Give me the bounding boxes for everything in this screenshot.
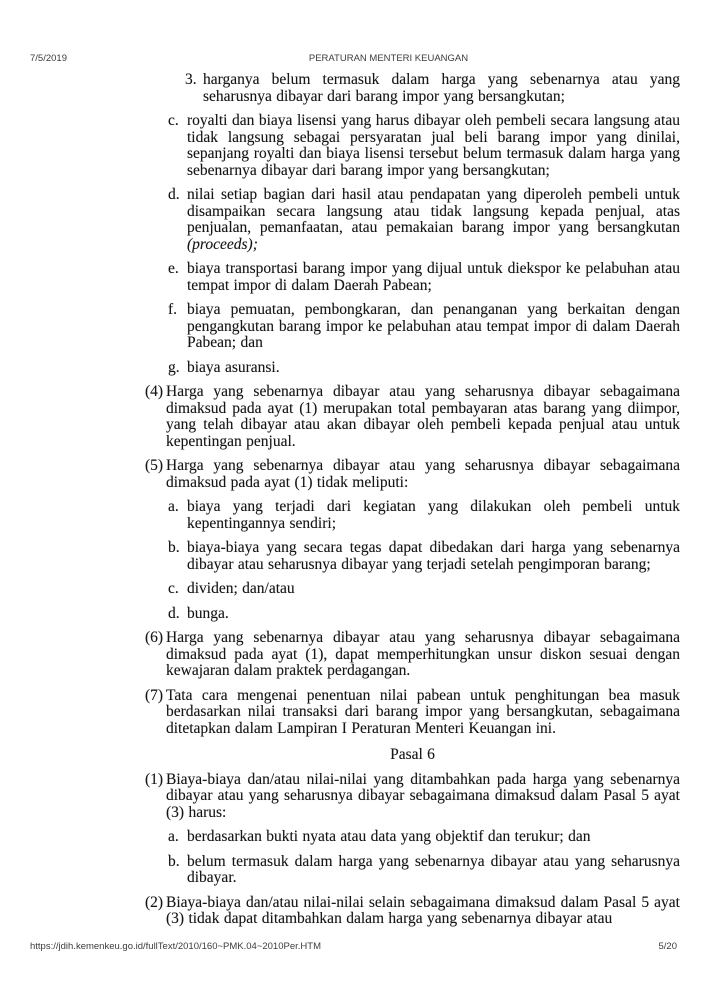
item-marker: (6) — [145, 629, 164, 646]
item-text: harganya belum termasuk dalam harga yang sebenarnya atau yang seharusnya dibayar dari barang impor yang bersangkutan; — [203, 71, 680, 105]
item-marker: 3. — [185, 71, 197, 88]
item-marker: (2) — [145, 893, 164, 911]
item-marker: b. — [168, 852, 180, 870]
list-item — [145, 581, 680, 598]
list-item — [145, 606, 680, 623]
section-heading-text: Pasal 6 — [390, 746, 435, 763]
item-marker: b. — [168, 539, 180, 556]
item-marker: a. — [168, 498, 179, 515]
list-item — [145, 854, 680, 887]
item-marker: e. — [168, 260, 179, 277]
item-text: biaya pemuatan, pembongkaran, dan penanganan yang berkaitan dengan pengangkutan barang impor ke pelabuhan atau tempat impor di dalam Daerah Pabean; dan — [187, 301, 680, 351]
item-marker: (5) — [145, 457, 164, 474]
item-marker: (4) — [145, 383, 164, 400]
item-marker: g. — [168, 358, 180, 376]
item-text: Harga yang sebenarnya dibayar atau yang seharusnya dibayar sebagaimana dimaksud pada ayat (1), dapat memperhitungkan unsur diskon sesuai dengan kewajaran dalam praktek perdagangan. — [166, 629, 680, 679]
list-item — [145, 384, 680, 450]
item-marker: a. — [168, 828, 179, 845]
list-item — [145, 895, 680, 928]
print-header-date: 7/5/2019 — [30, 53, 67, 64]
item-marker: f. — [168, 301, 178, 318]
list-item — [145, 113, 680, 179]
item-text: dividen; dan/atau — [187, 580, 295, 597]
item-marker: d. — [168, 604, 180, 622]
list-item — [145, 360, 680, 377]
item-text: biaya transportasi barang impor yang dijual untuk diekspor ke pelabuhan atau tempat impor di dalam Daerah Pabean; — [187, 260, 680, 294]
list-item — [145, 688, 680, 738]
list-item — [145, 302, 680, 352]
list-item — [145, 540, 680, 573]
item-text: biaya yang terjadi dari kegiatan yang dilakukan oleh pembeli untuk kepentingannya sendiri; — [187, 498, 680, 532]
list-item — [145, 458, 680, 491]
item-text: nilai setiap bagian dari hasil atau pendapatan yang diperoleh pembeli untuk disampaikan secara langsung atau tidak langsung kepada penjual, atas penjualan, pemanfaatan, atau pemakaian barang impor yang bersangkutan — [187, 186, 680, 236]
item-text: Tata cara mengenai penentuan nilai pabean untuk penghitungan bea masuk berdasarkan nilai transaksi dari barang impor yang bersangkutan, sebagaimana ditetapkan dalam Lampiran I Peraturan Menteri Keuangan ini. — [166, 686, 680, 737]
item-text-italic: (proceeds); — [187, 235, 258, 253]
item-text: royalti dan biaya lisensi yang harus dibayar oleh pembeli secara langsung atau tidak langsung sebagai persyaratan jual beli barang impor yang dinilai, sepanjang royalti dan biaya lisensi tersebut belum termasuk dalam harga yang sebenarnya dibayar dari barang impor yang bersangkutan; — [187, 112, 680, 179]
item-marker: d. — [168, 186, 180, 203]
list-item — [145, 187, 680, 253]
item-text: Harga yang sebenarnya dibayar atau yang seharusnya dibayar sebagaimana dimaksud pada ayat (1) merupakan total pembayaran atas barang yang diimpor, yang telah dibayar atau akan dibayar oleh pembeli kepada penjual atau untuk kepentingan penjual. — [166, 383, 680, 450]
list-item — [145, 261, 680, 294]
item-marker: c. — [168, 580, 179, 597]
item-text: belum termasuk dalam harga yang sebenarnya dibayar atau yang seharusnya dibayar. — [187, 852, 680, 886]
print-header-title: PERATURAN MENTERI KEUANGAN — [308, 53, 469, 64]
item-marker: c. — [168, 112, 179, 129]
list-item — [145, 772, 680, 822]
item-text: bunga. — [187, 604, 229, 622]
item-text: berdasarkan bukti nyata atau data yang objektif dan terukur; dan — [187, 828, 591, 845]
item-text: biaya asuransi. — [187, 358, 280, 376]
item-text: Biaya-biaya dan/atau nilai-nilai yang ditambahkan pada harga yang sebenarnya dibayar atau yang seharusnya dibayar sebagaimana dimaksud dalam Pasal 5 ayat (3) harus: — [166, 770, 680, 821]
item-text: Harga yang sebenarnya dibayar atau yang seharusnya dibayar sebagaimana dimaksud pada ayat (1) tidak meliputi: — [166, 457, 680, 491]
regulation-body — [145, 72, 680, 928]
item-text: biaya-biaya yang secara tegas dapat dibedakan dari harga yang sebenarnya dibayar atau seharusnya dibayar yang terjadi setelah pengimporan barang; — [187, 539, 680, 573]
list-item — [145, 829, 680, 846]
list-item — [145, 72, 680, 105]
print-footer-url: https://jdih.kemenkeu.go.id/fullText/2010/160~PMK.04~2010Per.HTM — [30, 941, 321, 952]
item-text: Biaya-biaya dan/atau nilai-nilai selain sebagaimana dimaksud dalam Pasal 5 ayat (3) tidak dapat ditambahkan dalam harga yang sebenarnya dibayar atau — [166, 893, 680, 927]
print-footer-page-number: 5/20 — [658, 941, 677, 952]
item-marker: (7) — [145, 686, 164, 704]
list-item — [145, 499, 680, 532]
item-marker: (1) — [145, 770, 164, 788]
section-heading-pasal-6 — [145, 747, 680, 764]
list-item — [145, 630, 680, 680]
